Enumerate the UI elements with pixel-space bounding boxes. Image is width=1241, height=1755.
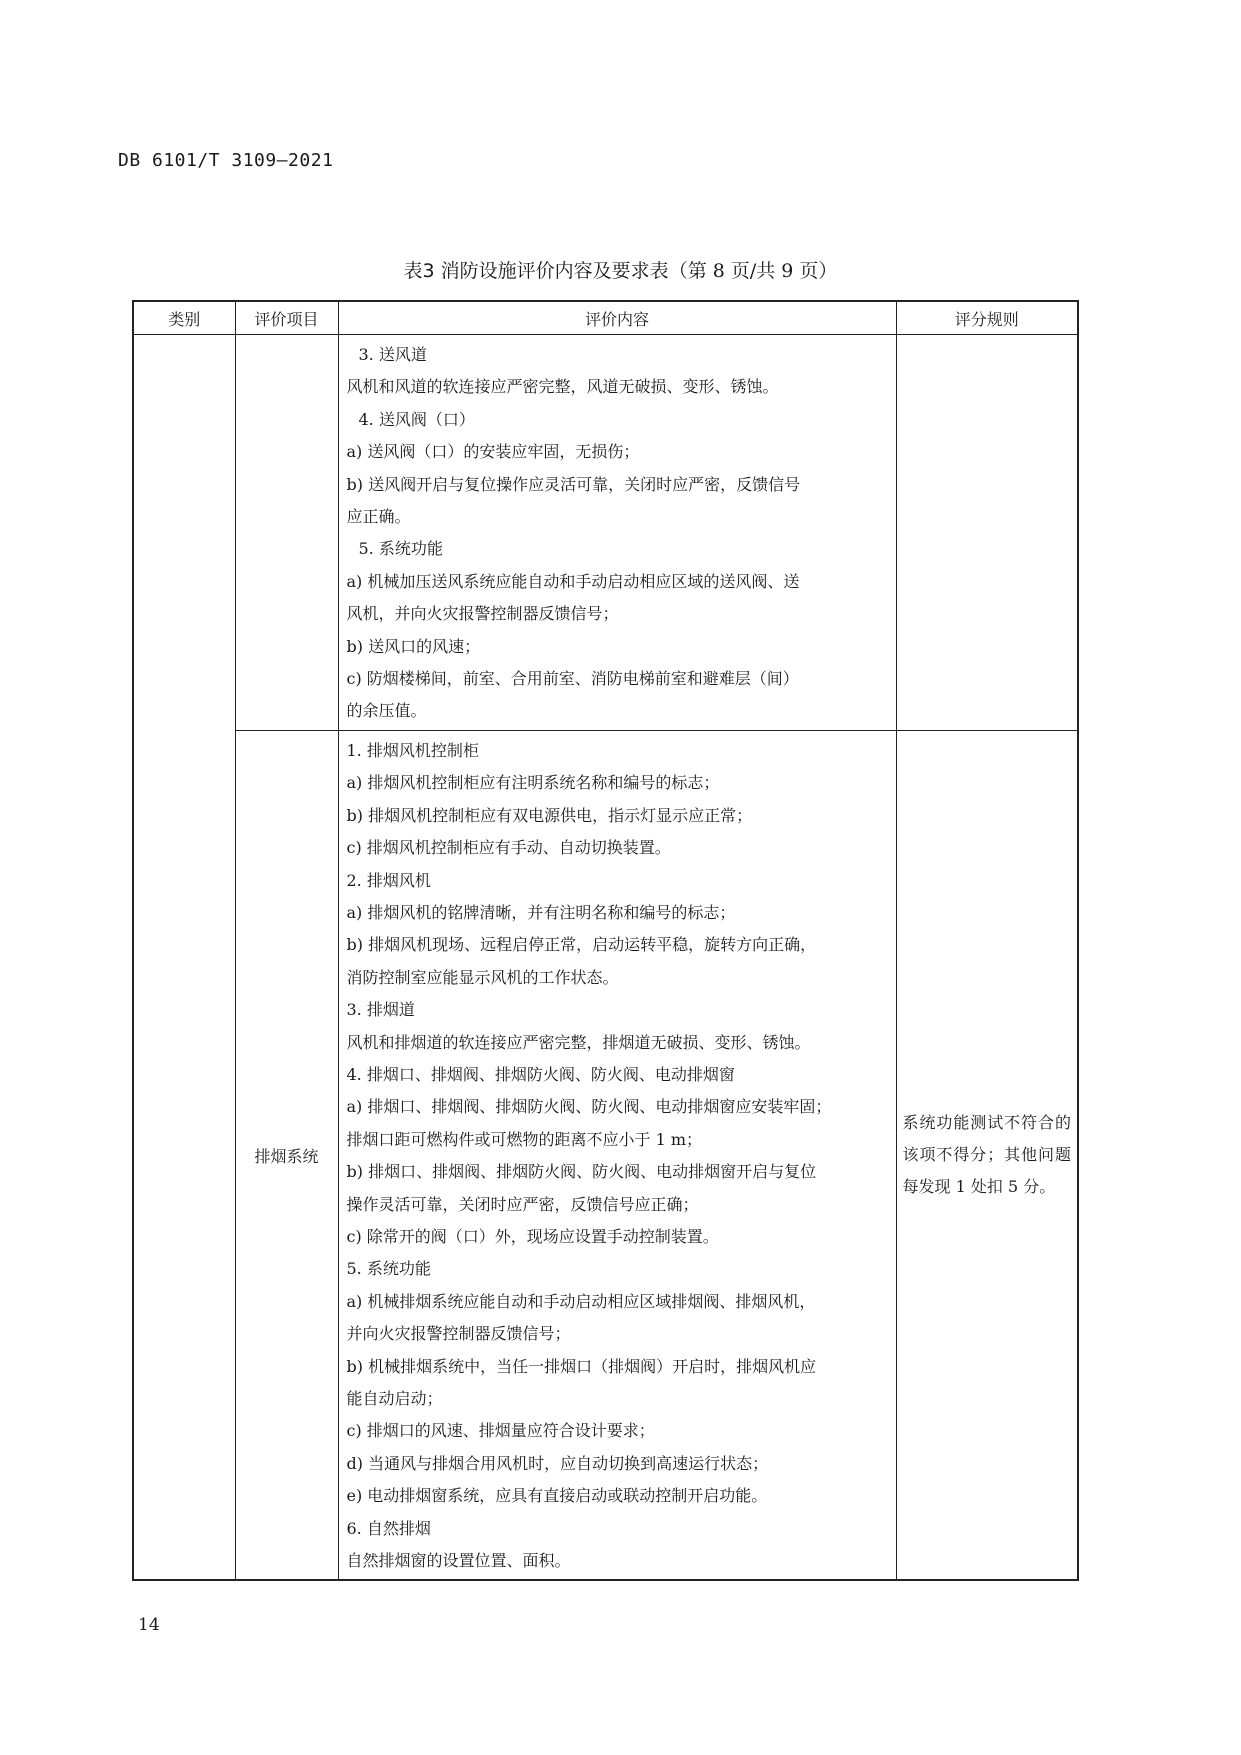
content-line: 自然排烟窗的设置位置、面积。: [346, 1551, 571, 1571]
table-title-main: 表3 消防设施评价内容及要求表: [403, 260, 669, 282]
document-code: DB 6101/T 3109—2021: [118, 150, 334, 171]
content-line: 3. 排烟道: [346, 1000, 415, 1020]
item-cell-smoke-exhaust: 排烟系统: [235, 730, 338, 1580]
content-line: a) 机械排烟系统应能自动和手动启动相应区域排烟阀、排烟风机，: [346, 1291, 816, 1311]
content-line: b) 排烟风机控制柜应有双电源供电，指示灯显示应正常；: [346, 805, 753, 825]
header-category: 类别: [133, 301, 235, 335]
header-rule: 评分规则: [896, 301, 1078, 335]
content-line: b) 机械排烟系统中，当任一排烟口（排烟阀）开启时，排烟风机应: [346, 1356, 817, 1376]
content-line: 6. 自然排烟: [346, 1518, 431, 1538]
content-line: a) 送风阀（口）的安装应牢固，无损伤；: [346, 442, 640, 462]
content-line: 4. 送风阀（口）: [358, 409, 475, 429]
content-line: 2. 排烟风机: [346, 870, 431, 890]
content-line: a) 排烟风机控制柜应有注明系统名称和编号的标志；: [346, 773, 720, 793]
content-line: 5. 系统功能: [346, 1259, 431, 1279]
content-line: 1. 排烟风机控制柜: [346, 740, 479, 760]
content-line: a) 机械加压送风系统应能自动和手动启动相应区域的送风阀、送: [346, 571, 800, 591]
table-title-page-info: （第 8 页/共 9 页）: [668, 260, 838, 282]
content-line: 风机，并向火灾报警控制器反馈信号；: [346, 604, 619, 624]
content-line: c) 防烟楼梯间，前室、合用前室、消防电梯前室和避难层（间）: [346, 669, 799, 689]
content-line: a) 排烟口、排烟阀、排烟防火阀、防火阀、电动排烟窗应安装牢固；: [346, 1097, 832, 1117]
header-item: 评价项目: [235, 301, 338, 335]
content-line: b) 送风阀开启与复位操作应灵活可靠，关闭时应严密，反馈信号: [346, 474, 801, 494]
content-line: d) 当通风与排烟合用风机时，应自动切换到高速运行状态；: [346, 1453, 769, 1473]
content-line: 的余压值。: [346, 701, 427, 721]
table-row: [133, 730, 1078, 1580]
content-line: e) 电动排烟窗系统，应具有直接启动或联动控制开启功能。: [346, 1486, 768, 1506]
content-line: 3. 送风道: [358, 345, 427, 364]
content-line: b) 排烟口、排烟阀、排烟防火阀、防火阀、电动排烟窗开启与复位: [346, 1162, 817, 1182]
item-cell-pressurization: [235, 335, 338, 731]
content-line: c) 排烟风机控制柜应有手动、自动切换装置。: [346, 838, 671, 858]
content-line: 能自动启动；: [346, 1389, 443, 1408]
content-line: b) 送风口的风速；: [346, 636, 481, 656]
content-line: 应正确。: [346, 507, 411, 527]
header-content: 评价内容: [338, 301, 896, 335]
content-line: 排烟口距可燃构件或可燃物的距离不应小于 1 m；: [346, 1129, 703, 1149]
category-cell: [133, 335, 235, 1581]
content-line: 操作灵活可靠，关闭时应严密，反馈信号应正确；: [346, 1194, 699, 1214]
evaluation-table: [132, 300, 1079, 1581]
content-line: c) 除常开的阀（口）外，现场应设置手动控制装置。: [346, 1226, 719, 1246]
content-line: 并向火灾报警控制器反馈信号；: [346, 1324, 571, 1344]
content-line: 风机和风道的软连接应严密完整，风道无破损、变形、锈蚀。: [346, 377, 779, 397]
content-cell-pressurization: [338, 335, 896, 731]
content-cell-smoke-exhaust: [338, 730, 896, 1580]
table-row: [133, 335, 1078, 731]
content-line: 5. 系统功能: [358, 539, 443, 559]
table-header-row: [133, 301, 1078, 335]
content-line: a) 排烟风机的铭牌清晰，并有注明名称和编号的标志；: [346, 902, 736, 922]
content-line: 消防控制室应能显示风机的工作状态。: [346, 967, 619, 987]
content-line: b) 排烟风机现场、远程启停正常，启动运转平稳，旋转方向正确，: [346, 935, 817, 955]
content-line: 4. 排烟口、排烟阀、排烟防火阀、防火阀、电动排烟窗: [346, 1064, 735, 1084]
rule-cell-pressurization: [896, 335, 1078, 731]
content-line: 风机和排烟道的软连接应严密完整，排烟道无破损、变形、锈蚀。: [346, 1032, 811, 1052]
content-line: c) 排烟口的风速、排烟量应符合设计要求；: [346, 1421, 655, 1441]
rule-cell-smoke-exhaust: 系统功能测试不符合的该项不得分；其他问题每发现 1 处扣 5 分。: [896, 730, 1078, 1580]
page-number: 14: [138, 1615, 160, 1635]
table-title: [0, 256, 1241, 283]
